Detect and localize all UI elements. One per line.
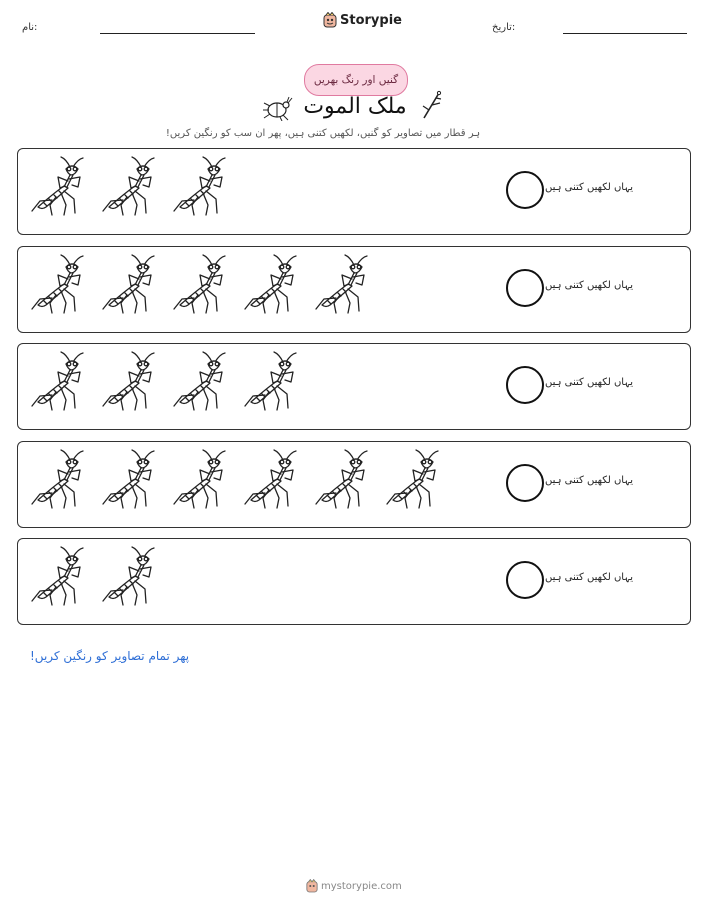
praying-mantis-icon bbox=[170, 350, 234, 414]
praying-mantis-icon bbox=[99, 545, 163, 609]
answer-circle[interactable] bbox=[506, 269, 544, 307]
count-row bbox=[17, 441, 691, 528]
name-label: نام: bbox=[22, 22, 38, 33]
storypie-footer-logo-icon bbox=[306, 879, 318, 893]
answer-circle[interactable] bbox=[506, 171, 544, 209]
storypie-logo-icon bbox=[323, 12, 337, 28]
praying-mantis-icon bbox=[28, 448, 92, 512]
praying-mantis-icon bbox=[383, 448, 447, 512]
write-count-prompt: یہاں لکھیں کتنی ہیں bbox=[545, 280, 633, 291]
praying-mantis-icon bbox=[99, 448, 163, 512]
name-line[interactable] bbox=[100, 33, 255, 34]
site-url[interactable]: mystorypie.com bbox=[321, 880, 402, 892]
praying-mantis-icon bbox=[170, 448, 234, 512]
count-row bbox=[17, 246, 691, 333]
praying-mantis-icon bbox=[241, 448, 305, 512]
praying-mantis-icon bbox=[170, 155, 234, 219]
write-count-prompt: یہاں لکھیں کتنی ہیں bbox=[545, 572, 633, 583]
date-label: تاریخ: bbox=[492, 22, 516, 33]
write-count-prompt: یہاں لکھیں کتنی ہیں bbox=[545, 475, 633, 486]
praying-mantis-icon bbox=[28, 155, 92, 219]
praying-mantis-icon bbox=[241, 350, 305, 414]
praying-mantis-icon bbox=[28, 545, 92, 609]
praying-mantis-icon bbox=[241, 253, 305, 317]
answer-circle[interactable] bbox=[506, 464, 544, 502]
instructions: ہر قطار میں تصاویر کو گنیں، لکھیں کتنی ہیں، پھر ان سب کو رنگین کریں! bbox=[165, 128, 481, 139]
praying-mantis-icon bbox=[312, 448, 376, 512]
page-title: ملک الموت bbox=[303, 94, 407, 119]
brand bbox=[323, 12, 402, 28]
activity-badge-text: گنیں اور رنگ بھریں bbox=[313, 74, 399, 86]
answer-circle[interactable] bbox=[506, 366, 544, 404]
color-all-instruction: پھر تمام تصاویر کو رنگین کریں! bbox=[30, 649, 190, 663]
praying-mantis-icon bbox=[99, 350, 163, 414]
praying-mantis-icon bbox=[99, 253, 163, 317]
count-row bbox=[17, 148, 691, 235]
write-count-prompt: یہاں لکھیں کتنی ہیں bbox=[545, 377, 633, 388]
site-footer bbox=[306, 879, 402, 893]
twig-icon bbox=[420, 90, 444, 120]
count-row bbox=[17, 538, 691, 625]
beetle-icon bbox=[262, 95, 294, 121]
praying-mantis-icon bbox=[170, 253, 234, 317]
count-row bbox=[17, 343, 691, 430]
answer-circle[interactable] bbox=[506, 561, 544, 599]
praying-mantis-icon bbox=[28, 350, 92, 414]
brand-name: Storypie bbox=[340, 12, 402, 28]
date-line[interactable] bbox=[563, 33, 687, 34]
activity-badge bbox=[304, 64, 408, 96]
praying-mantis-icon bbox=[28, 253, 92, 317]
praying-mantis-icon bbox=[312, 253, 376, 317]
praying-mantis-icon bbox=[99, 155, 163, 219]
write-count-prompt: یہاں لکھیں کتنی ہیں bbox=[545, 182, 633, 193]
